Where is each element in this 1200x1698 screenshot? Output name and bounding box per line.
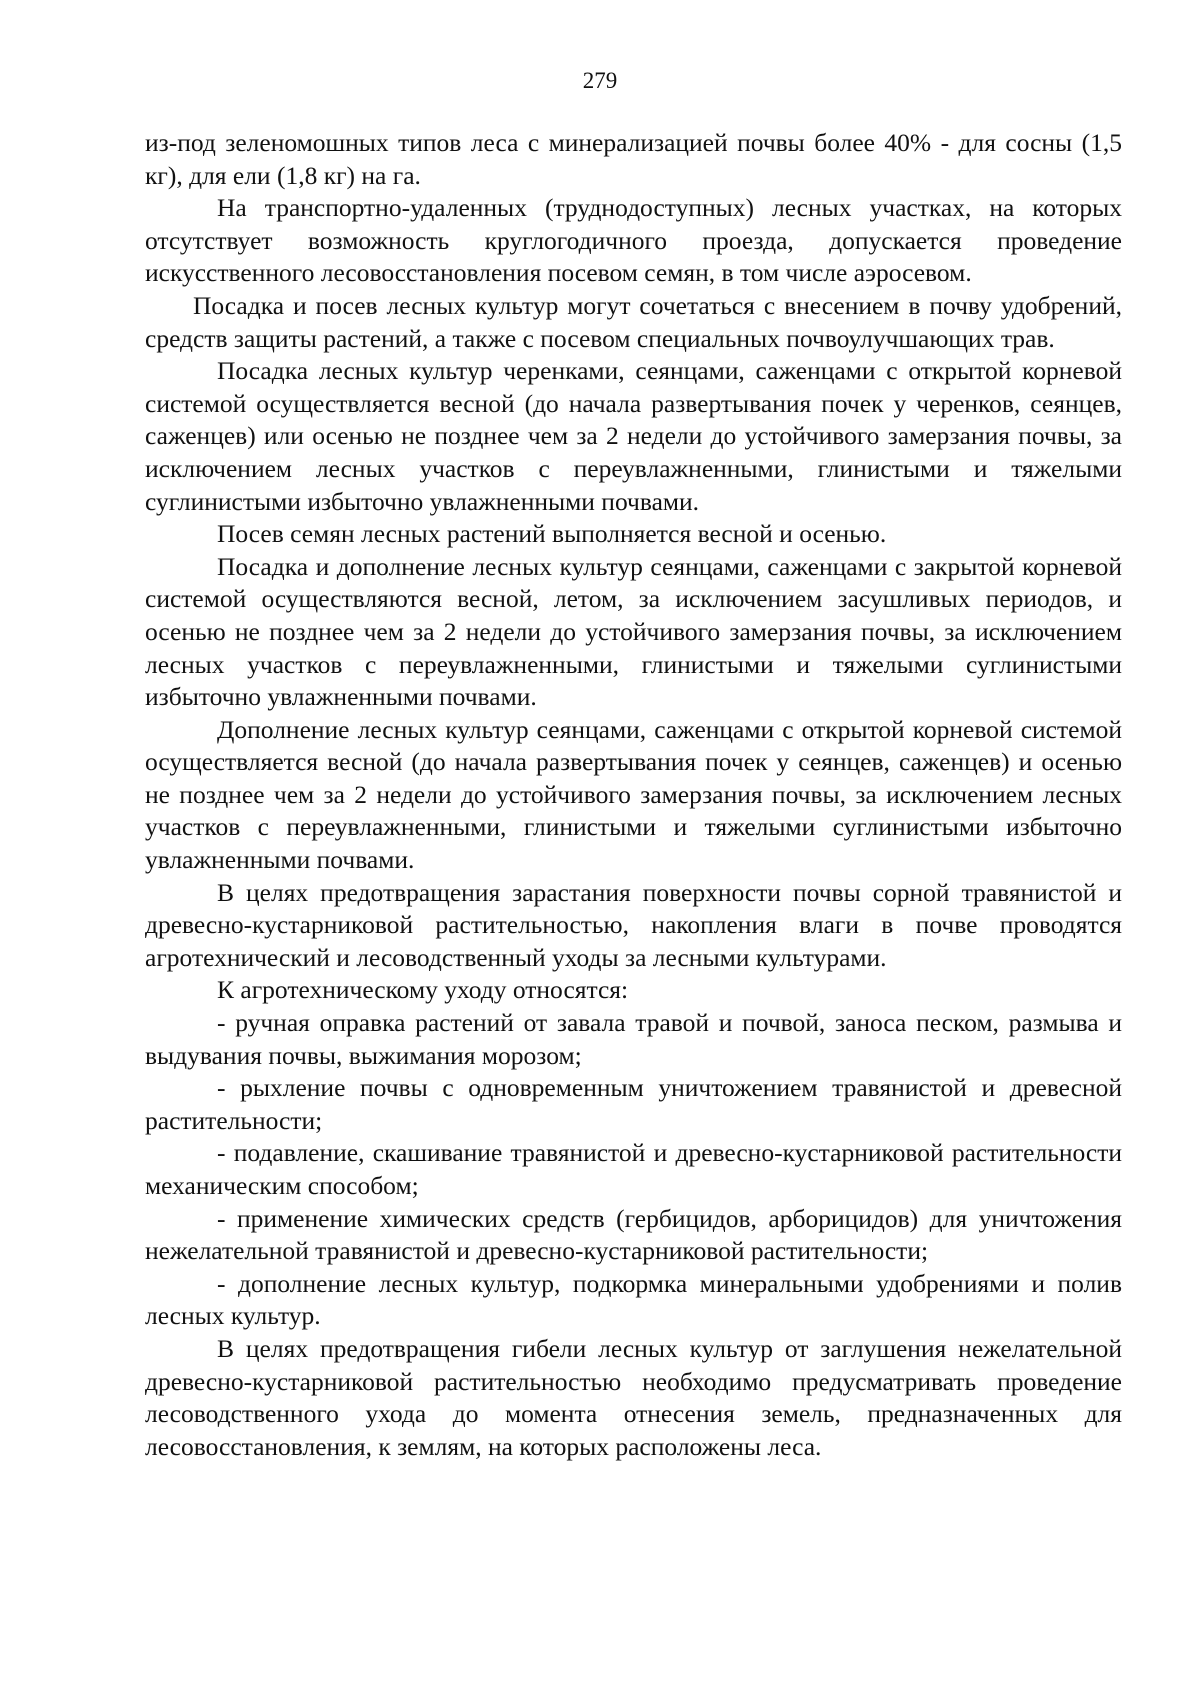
list-item-manual-correction: - ручная оправка растений от завала травой и почвой, заноса песком, размыва и выдувания почвы, выжимания морозом; [145,1008,1122,1070]
page-number: 279 [582,68,618,93]
list-item-loosening: - рыхление почвы с одновременным уничтожением травянистой и древесной растительности; [145,1073,1122,1135]
paragraph-open-root-planting: Посадка лесных культур черенками, сеянцами, саженцами с открытой корневой системой осуществляется весной (до начала развертывания почек у черенков, сеянцев, саженцев) или осенью не позднее чем за 2 недели до устойчивого замерзания почвы, за исключением лесных участков с переувлажненными, глинистыми и тяжелыми суглинистыми избыточно увлажненными почвами. [145,356,1122,516]
paragraph-care-purpose: В целях предотвращения зарастания поверхности почвы сорной травянистой и древесно-кустарниковой растительностью, накопления влаги в почве проводятся агротехнический и лесоводственный уходы за лесными культурами. [145,877,1122,972]
list-item-mowing: - подавление, скашивание травянистой и древесно-кустарниковой растительности механическим способом; [145,1138,1122,1200]
paragraph-silvicultural-care: В целях предотвращения гибели лесных культур от заглушения нежелательной древесно-кустарниковой растительностью необходимо предусматривать проведение лесоводственного ухода до момента отнесения земель, предназначенных для лесовосстановления, к землям, на которых расположены леса. [145,1333,1122,1461]
paragraph-remote-plots: На транспортно-удаленных (труднодоступных) лесных участках, на которых отсутствует возможность круглогодичного проезда, допускается проведение искусственного лесовосстановления посевом семян, в том числе аэросевом. [145,193,1122,288]
list-item-supplement-fertilizing: - дополнение лесных культур, подкормка минеральными удобрениями и полив лесных культур. [145,1268,1122,1331]
paragraph-seed-sowing: Посев семян лесных растений выполняется весной и осенью. [217,519,887,549]
list-item-chemicals: - применение химических средств (гербицидов, арборицидов) для уничтожения нежелательной травянистой и древесно-кустарниковой растительности; [145,1203,1122,1266]
paragraph-fertilizers: Посадка и посев лесных культур могут сочетаться с внесением в почву удобрений, средств защиты растений, а также с посевом специальных почвоулучшающих трав. [145,290,1122,353]
paragraph-closed-root-planting: Посадка и дополнение лесных культур сеянцами, саженцами с закрытой корневой системой осуществляются весной, летом, за исключением засушливых периодов, и осенью не позднее чем за 2 недели до устойчивого замерзания почвы, за исключением лесных участков с переувлажненными, глинистыми и тяжелыми суглинистыми избыточно увлажненными почвами. [145,551,1122,712]
paragraph-open-root-supplement: Дополнение лесных культур сеянцами, саженцами с открытой корневой системой осуществляется весной (до начала развертывания почек у сеянцев, саженцев) и осенью не позднее чем за 2 недели до устойчивого замерзания почвы, за исключением лесных участков с переувлажненными, глинистыми и тяжелыми суглинистыми избыточно увлажненными почвами. [145,714,1122,875]
body-text [145,127,1122,1463]
paragraph-agrotech-heading: К агротехническому уходу относятся: [217,975,629,1005]
paragraph-continuation: из-под зеленомошных типов леса с минерализацией почвы более 40% - для сосны (1,5 кг), для ели (1,8 кг) на га. [145,128,1122,190]
